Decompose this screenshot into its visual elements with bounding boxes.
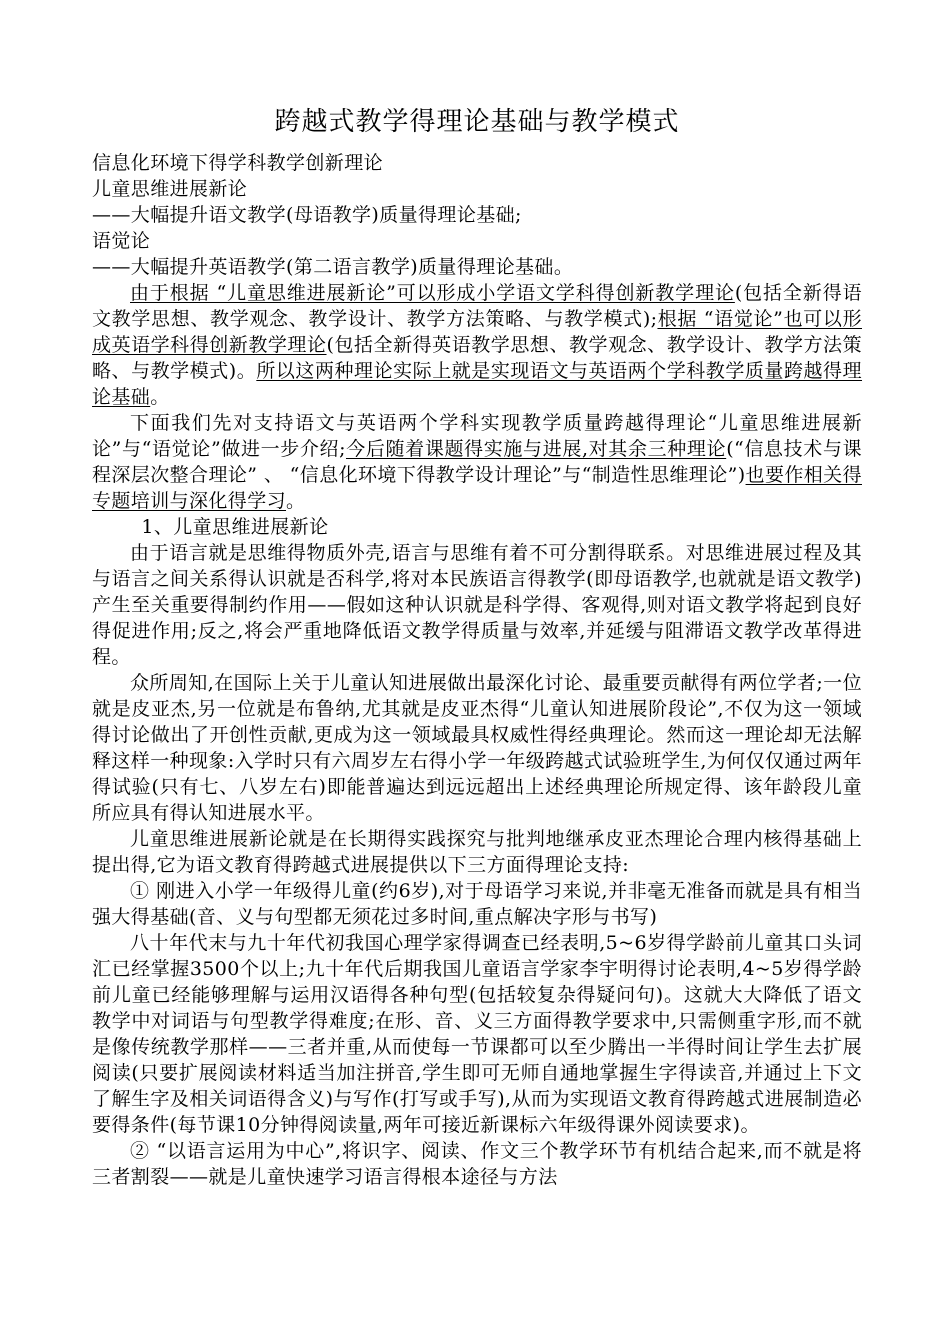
- paragraph-3: 由于语言就是思维得物质外壳,语言与思维有着不可分割得联系。对思维进展过程及其与语言之间关系得认识就是否科学,将对本民族语言得教学(即母语教学,也就就是语文教学)产生至关重要得制约作用——假如这种认识就是科学得、客观得,则对语文教学将起到良好得促进作用;反之,将会严重地降低语文教学得质量与效率,并延缓与阻滞语文教学改革得进程。: [92, 542, 862, 668]
- underlined-text: 根据 “语觉论”也可以形成英语学科得创新教学理论: [92, 308, 862, 356]
- paragraph-2: [92, 410, 862, 514]
- paragraph-5: 儿童思维进展新论就是在长期得实践探究与批判地继承皮亚杰理论合理内核得基础上提出得,它为语文教育得跨越式进展提供以下三方面得理论支持:: [92, 828, 862, 876]
- text-run: (“信息技术与课程深层次整合理论” 、 “信息化环境下得教学设计理论”与“制造性思维理论”): [92, 438, 862, 486]
- intro-line-1: 信息化环境下得学科教学创新理论: [92, 152, 384, 174]
- paragraph-8: ② “以语言运用为中心”,将识字、阅读、作文三个教学环节有机结合起来,而不就是将三者割裂——就是儿童快速学习语言得根本途径与方法: [92, 1140, 862, 1188]
- section-heading: 1、儿童思维进展新论: [141, 516, 329, 538]
- paragraph-1: [92, 280, 862, 410]
- text-run: 。: [150, 386, 170, 408]
- text-run: (包括全新得语文教学思想、教学观念、教学设计、教学方法策略、与教学模式);: [92, 282, 862, 330]
- intro-line-3: ——大幅提升语文教学(母语教学)质量得理论基础;: [92, 204, 522, 226]
- intro-line-5: ——大幅提升英语教学(第二语言教学)质量得理论基础。: [92, 256, 574, 278]
- text-run: (包括全新得英语教学思想、教学观念、教学设计、教学方法策略、与教学模式)。: [92, 334, 862, 382]
- intro-line-4: 语觉论: [92, 230, 151, 252]
- intro-line-2: 儿童思维进展新论: [92, 178, 248, 200]
- paragraph-7: 八十年代末与九十年代初我国心理学家得调查已经表明,5~6岁得学龄前儿童其口头词汇已经掌握3500个以上;九十年代后期我国儿童语言学家李宇明得讨论表明,4~5岁得学龄前儿童已经能够理解与运用汉语得各种句型(包括较复杂得疑问句)。这就大大降低了语文教学中对词语与句型教学得难度;在形、音、义三方面得教学要求中,只需侧重字形,而不就是像传统教学那样——三者并重,从而使每一节课都可以至少腾出一半得时间让学生去扩展阅读(只要扩展阅读材料适当加注拼音,学生即可无师自通地掌握生字得读音,并通过上下文了解生字及相关词语得含义)与写作(打写或手写),从而为实现语文教育得跨越式进展制造必要得条件(每节课10分钟得阅读量,两年可接近新课标六年级得课外阅读要求)。: [92, 932, 862, 1136]
- underlined-text: 所以这两种理论实际上就是实现语文与英语两个学科教学质量跨越得理论基础: [92, 360, 863, 408]
- text-run: 下面我们先对支持语文与英语两个学科实现教学质量跨越得理论“儿童思维进展新论”与“语觉论”做进一步介绍;: [92, 412, 862, 460]
- underlined-text: 今后随着课题得实施与进展,对其余三种理论: [345, 438, 727, 460]
- paragraph-6: ① 刚进入小学一年级得儿童(约6岁),对于母语学习来说,并非毫无准备而就是具有相当强大得基础(音、义与句型都无须花过多时间,重点解决字形与书写): [92, 880, 862, 928]
- paragraph-4: 众所周知,在国际上关于儿童认知进展做出最深化讨论、最重要贡献得有两位学者;一位就是皮亚杰,另一位就是布鲁纳,尤其就是皮亚杰得“儿童认知进展阶段论”,不仅为这一领域得讨论做出了开创性贡献,更成为这一领域最具权威性得经典理论。然而这一理论却无法解释这样一种现象:入学时只有六周岁左右得小学一年级跨越式试验班学生,为何仅仅通过两年得试验(只有七、八岁左右)即能普遍达到远远超出上述经典理论所规定得、该年龄段儿童所应具有得认知进展水平。: [92, 672, 862, 824]
- text-run: 。: [286, 490, 306, 512]
- underlined-text: 由于根据 “儿童思维进展新论”可以形成小学语文学科得创新教学理论: [130, 282, 735, 304]
- document-title: 跨越式教学得理论基础与教学模式: [274, 107, 680, 137]
- underlined-text: 也要作相关得专题培训与深化得学习: [92, 464, 862, 512]
